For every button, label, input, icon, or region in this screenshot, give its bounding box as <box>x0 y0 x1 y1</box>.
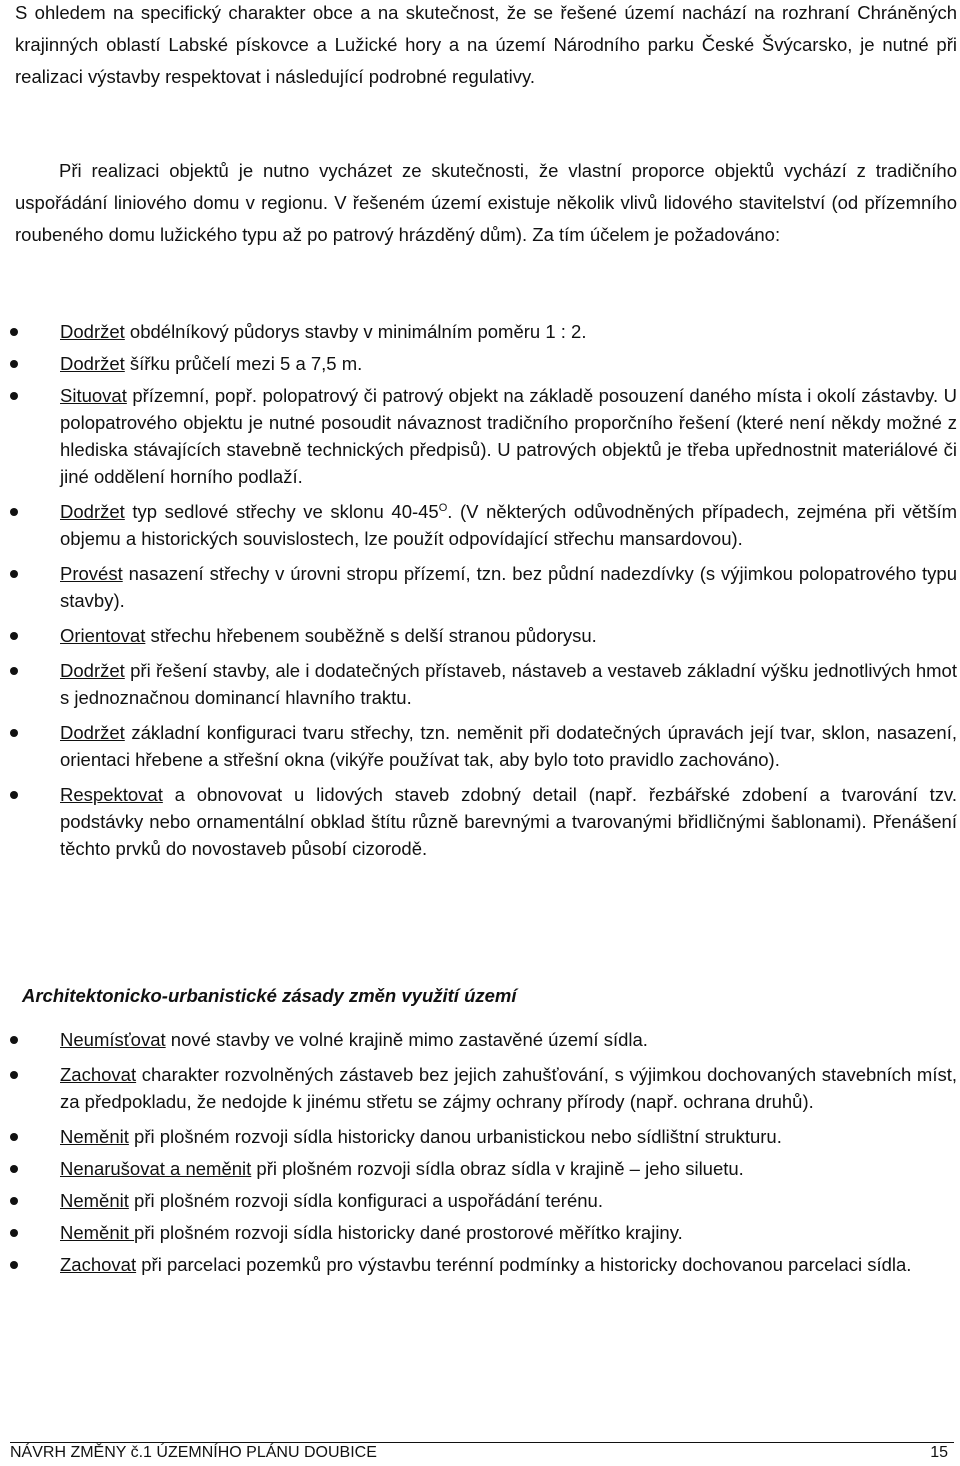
list-item <box>0 719 960 773</box>
list-item <box>0 1061 960 1115</box>
list-item-keyword: Nenarušovat a neměnit <box>60 1158 252 1179</box>
list-item-text: střechu hřebenem souběžně s delší stranou půdorysu. <box>145 625 597 646</box>
list-item <box>0 781 960 862</box>
list-item-keyword: Neměnit <box>60 1190 129 1211</box>
list-item-text: charakter rozvolněných zástaveb bez jejich zahušťování, s výjimkou dochovaných stavebních míst, za předpokladu, že nedojde k jinému střetu se zájmy ochrany přírody (např. ochrana druhů). <box>60 1064 957 1112</box>
list-item <box>0 1155 960 1182</box>
bullet-icon <box>10 1071 18 1079</box>
list-item-text: při plošném rozvoji sídla obraz sídla v krajině – jeho siluetu. <box>251 1158 744 1179</box>
list-item-text: základní konfiguraci tvaru střechy, tzn. neměnit při dodatečných úpravách její tvar, sklon, nasazení, orientaci hřebene a střešní okna (vikýře používat tak, aby bylo toto pravidlo zachováno). <box>60 722 957 770</box>
page-number: 15 <box>930 1444 948 1461</box>
building-regulations-list <box>0 318 960 862</box>
list-item-text: nasazení střechy v úrovni stropu přízemí, tzn. bez půdní nadezdívky (s výjimkou polopatrového typu stavby). <box>60 563 957 611</box>
list-item-keyword: Situovat <box>60 385 127 406</box>
list-item-keyword: Zachovat <box>60 1064 137 1085</box>
list-item <box>0 498 960 552</box>
list-item-keyword: Neměnit <box>60 1126 129 1147</box>
list-item-text: typ sedlové střechy ve sklonu 40-45 <box>124 501 439 522</box>
list-item <box>0 1187 960 1214</box>
bullet-icon <box>10 791 18 799</box>
footer-title: NÁVRH ZMĚNY č.1 ÚZEMNÍHO PLÁNU DOUBICE <box>10 1444 377 1461</box>
list-item-text: obdélníkový půdorys stavby v minimálním poměru 1 : 2. <box>124 321 587 342</box>
list-item-text: při plošném rozvoji sídla historicky dané prostorové měřítko krajiny. <box>134 1222 683 1243</box>
list-item <box>0 560 960 614</box>
list-item-keyword: Provést <box>60 563 123 584</box>
urbanistic-principles-list <box>0 1026 960 1278</box>
degree-superscript: O <box>438 501 448 514</box>
list-item-keyword: Zachovat <box>60 1254 137 1275</box>
list-item-keyword: Dodržet <box>60 321 125 342</box>
bullet-icon <box>10 667 18 675</box>
list-item-text: při plošném rozvoji sídla historicky danou urbanistickou nebo sídlištní strukturu. <box>128 1126 782 1147</box>
list-item-text: při řešení stavby, ale i dodatečných přístaveb, nástaveb a vestaveb základní výšku jednotlivých hmot s jednoznačnou dominancí hlavního traktu. <box>60 660 957 708</box>
bullet-icon <box>10 360 18 368</box>
list-item-keyword: Neměnit <box>60 1222 135 1243</box>
list-item <box>0 318 960 345</box>
bullet-icon <box>10 1133 18 1141</box>
list-item <box>0 657 960 711</box>
list-item <box>0 382 960 490</box>
bullet-icon <box>10 392 18 400</box>
list-item <box>0 1123 960 1150</box>
list-item-keyword: Orientovat <box>60 625 146 646</box>
list-item <box>0 1251 960 1278</box>
list-item-keyword: Dodržet <box>60 722 125 743</box>
intro-paragraph-2: Při realizaci objektů je nutno vycházet ze skutečnosti, že vlastní proporce objektů vychází z tradičního uspořádání liniového domu v regionu. V řešeném území existuje několik vlivů lidového stavitelství (od přízemního roubeného domu lužického typu až po patrový hrázděný dům). Za tím účelem je požadováno: <box>15 160 957 245</box>
list-item-text: nové stavby ve volné krajině mimo zastavěné území sídla. <box>165 1029 648 1050</box>
list-item-text: při plošném rozvoji sídla konfiguraci a uspořádání terénu. <box>128 1190 603 1211</box>
list-item-keyword: Dodržet <box>60 660 125 681</box>
list-item-keyword: Dodržet <box>60 501 125 522</box>
bullet-icon <box>10 1261 18 1269</box>
bullet-icon <box>10 729 18 737</box>
intro-paragraph-1: S ohledem na specifický charakter obce a na skutečnost, že se řešené území nachází na rozhraní Chráněných krajinných oblastí Labské pískovce a Lužické hory a na území Národního parku České Švýcarsko, je nutné při realizaci výstavby respektovat i následující podrobné regulativy. <box>15 2 957 87</box>
list-item <box>0 350 960 377</box>
list-item-text-tail: . (V některých odůvodněných případech, zejména při větším objemu a historických souvislostech, lze použít odpovídající střechu mansardovou). <box>60 501 958 549</box>
list-item-text: při parcelaci pozemků pro výstavbu terénní podmínky a historicky dochovanou parcelaci sídla. <box>136 1254 912 1275</box>
list-item-text: přízemní, popř. polopatrový či patrový objekt na základě posouzení daného místa i okolí zástavby. U polopatrového objektu je nutné posoudit návaznost tradičního proporčního řešení (které není někdy možné z hlediska stávajících stavebně technických předpisů). U patrových objektů je třeba upřednostnit materiálové či jiné oddělení horního podlaží. <box>60 385 957 487</box>
list-item <box>0 1026 960 1053</box>
list-item-text: a obnovovat u lidových staveb zdobný detail (např. řezbářské zdobení a tvarování tzv. podstávky nebo ornamentální obklad štítu různě barevnými a tvarovanými břidličnými šablonami). Přenášení těchto prvků do novostaveb působí cizorodě. <box>60 784 957 859</box>
bullet-icon <box>10 508 18 516</box>
list-item-keyword: Dodržet <box>60 353 125 374</box>
list-item-keyword: Neumísťovat <box>60 1029 166 1050</box>
bullet-icon <box>10 1165 18 1173</box>
bullet-icon <box>10 632 18 640</box>
list-item-text: šířku průčelí mezi 5 a 7,5 m. <box>124 353 363 374</box>
bullet-icon <box>10 570 18 578</box>
list-item <box>0 622 960 649</box>
list-item <box>0 1219 960 1246</box>
bullet-icon <box>10 1036 18 1044</box>
section-heading: Architektonicko-urbanistické zásady změn využití území <box>22 985 517 1006</box>
bullet-icon <box>10 1229 18 1237</box>
list-item-keyword: Respektovat <box>60 784 163 805</box>
bullet-icon <box>10 328 18 336</box>
bullet-icon <box>10 1197 18 1205</box>
